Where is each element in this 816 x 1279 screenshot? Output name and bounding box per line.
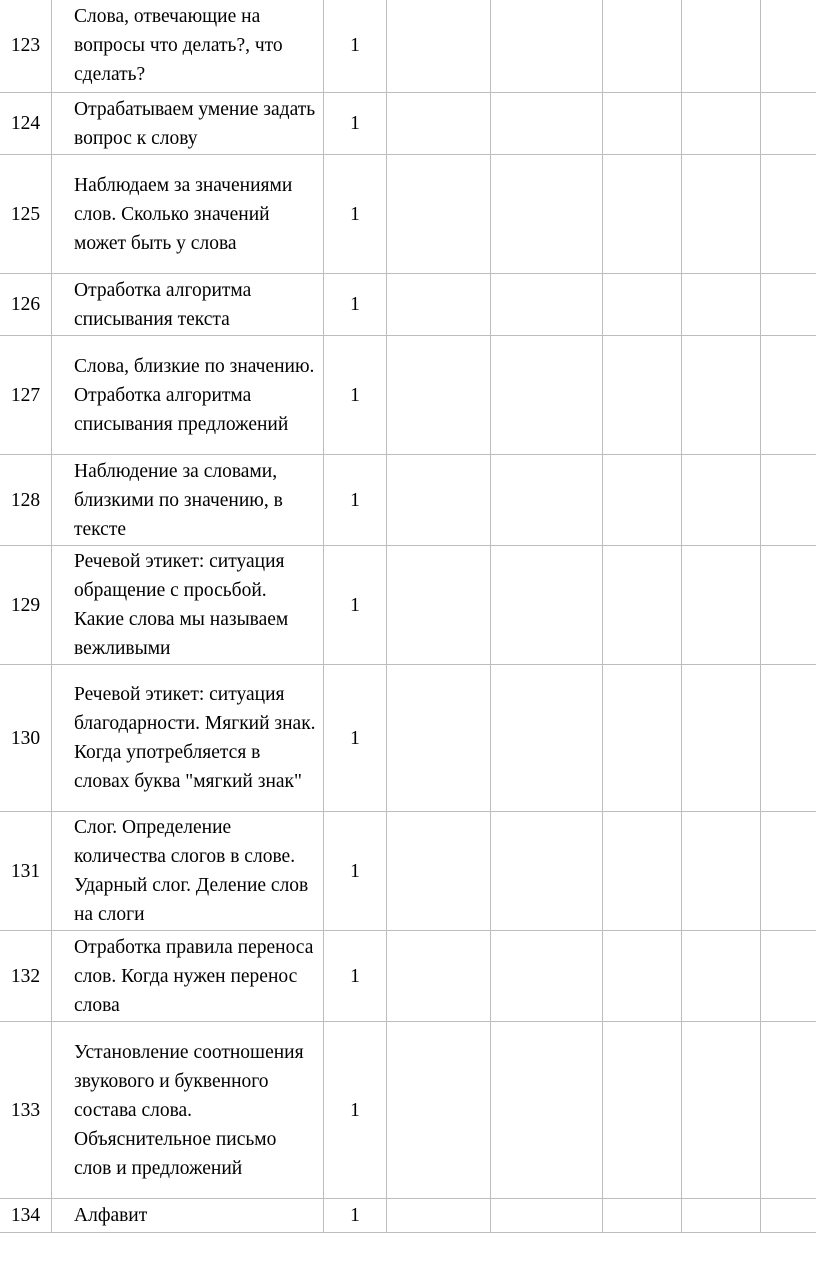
- empty-cell: [603, 0, 682, 93]
- empty-cell: [491, 155, 603, 274]
- lesson-hours: 1: [324, 931, 387, 1022]
- empty-cell: [491, 546, 603, 665]
- empty-cell: [682, 274, 761, 336]
- lesson-topic: Отрабатываем умение задать вопрос к слову: [52, 93, 324, 155]
- lesson-hours: 1: [324, 665, 387, 812]
- lesson-hours: 1: [324, 546, 387, 665]
- empty-cell: [387, 336, 491, 455]
- empty-cell: [761, 546, 816, 665]
- lesson-topic: Отработка алгоритма списывания текста: [52, 274, 324, 336]
- lesson-number: 131: [0, 812, 52, 931]
- empty-cell: [761, 812, 816, 931]
- lesson-number: 128: [0, 455, 52, 546]
- empty-cell: [603, 812, 682, 931]
- empty-cell: [761, 931, 816, 1022]
- lesson-number: 126: [0, 274, 52, 336]
- empty-cell: [387, 1199, 491, 1233]
- empty-cell: [603, 931, 682, 1022]
- empty-cell: [491, 1199, 603, 1233]
- lesson-topic: Слог. Определение количества слогов в слове. Ударный слог. Деление слов на слоги: [52, 812, 324, 931]
- lesson-hours: 1: [324, 1022, 387, 1199]
- empty-cell: [682, 546, 761, 665]
- empty-cell: [491, 336, 603, 455]
- lesson-topic: Слова, отвечающие на вопросы что делать?, что сделать?: [52, 0, 324, 93]
- empty-cell: [682, 931, 761, 1022]
- empty-cell: [387, 455, 491, 546]
- empty-cell: [387, 546, 491, 665]
- lesson-topic: Алфавит: [52, 1199, 324, 1233]
- lesson-topic: Наблюдение за словами, близкими по значению, в тексте: [52, 455, 324, 546]
- empty-cell: [603, 546, 682, 665]
- lesson-number: 129: [0, 546, 52, 665]
- table-row: [0, 336, 816, 455]
- empty-cell: [761, 93, 816, 155]
- empty-cell: [603, 455, 682, 546]
- empty-cell: [603, 155, 682, 274]
- lesson-hours: 1: [324, 155, 387, 274]
- empty-cell: [682, 336, 761, 455]
- empty-cell: [491, 93, 603, 155]
- lesson-hours: 1: [324, 812, 387, 931]
- lesson-number: 127: [0, 336, 52, 455]
- lesson-number: 133: [0, 1022, 52, 1199]
- empty-cell: [387, 155, 491, 274]
- lesson-topic: Отработка правила переноса слов. Когда нужен перенос слова: [52, 931, 324, 1022]
- lesson-number: 124: [0, 93, 52, 155]
- empty-cell: [491, 0, 603, 93]
- empty-cell: [682, 93, 761, 155]
- empty-cell: [603, 665, 682, 812]
- table-row: [0, 931, 816, 1022]
- table-row: [0, 274, 816, 336]
- table-row: [0, 93, 816, 155]
- lesson-hours: 1: [324, 336, 387, 455]
- empty-cell: [603, 93, 682, 155]
- empty-cell: [682, 155, 761, 274]
- table-row: [0, 1199, 816, 1233]
- table-row: [0, 812, 816, 931]
- empty-cell: [387, 665, 491, 812]
- lesson-topic: Речевой этикет: ситуация обращение с просьбой. Какие слова мы называем вежливыми: [52, 546, 324, 665]
- table-row: [0, 0, 816, 93]
- empty-cell: [387, 812, 491, 931]
- empty-cell: [682, 1022, 761, 1199]
- lesson-number: 123: [0, 0, 52, 93]
- lesson-number: 134: [0, 1199, 52, 1233]
- lesson-topic: Слова, близкие по значению. Отработка алгоритма списывания предложений: [52, 336, 324, 455]
- lesson-topic: Установление соотношения звукового и буквенного состава слова. Объяснительное письмо слов и предложений: [52, 1022, 324, 1199]
- empty-cell: [761, 274, 816, 336]
- empty-cell: [682, 665, 761, 812]
- empty-cell: [761, 336, 816, 455]
- empty-cell: [491, 812, 603, 931]
- empty-cell: [682, 455, 761, 546]
- empty-cell: [491, 455, 603, 546]
- lesson-topic: Наблюдаем за значениями слов. Сколько значений может быть у слова: [52, 155, 324, 274]
- empty-cell: [761, 1199, 816, 1233]
- empty-cell: [761, 455, 816, 546]
- lesson-hours: 1: [324, 93, 387, 155]
- empty-cell: [603, 274, 682, 336]
- empty-cell: [603, 1022, 682, 1199]
- lesson-hours: 1: [324, 1199, 387, 1233]
- empty-cell: [491, 1022, 603, 1199]
- empty-cell: [603, 1199, 682, 1233]
- empty-cell: [761, 0, 816, 93]
- empty-cell: [761, 1022, 816, 1199]
- empty-cell: [387, 274, 491, 336]
- empty-cell: [603, 336, 682, 455]
- empty-cell: [387, 0, 491, 93]
- table-row: [0, 546, 816, 665]
- empty-cell: [387, 1022, 491, 1199]
- lesson-topic: Речевой этикет: ситуация благодарности. Мягкий знак. Когда употребляется в словах буква "мягкий знак": [52, 665, 324, 812]
- empty-cell: [761, 665, 816, 812]
- lesson-number: 125: [0, 155, 52, 274]
- lesson-number: 132: [0, 931, 52, 1022]
- empty-cell: [491, 274, 603, 336]
- empty-cell: [491, 665, 603, 812]
- lesson-hours: 1: [324, 0, 387, 93]
- lesson-hours: 1: [324, 274, 387, 336]
- empty-cell: [682, 812, 761, 931]
- table-row: [0, 155, 816, 274]
- empty-cell: [387, 93, 491, 155]
- empty-cell: [491, 931, 603, 1022]
- empty-cell: [387, 931, 491, 1022]
- empty-cell: [761, 155, 816, 274]
- empty-cell: [682, 1199, 761, 1233]
- lesson-number: 130: [0, 665, 52, 812]
- table-row: [0, 455, 816, 546]
- lesson-hours: 1: [324, 455, 387, 546]
- table-row: [0, 665, 816, 812]
- table-row: [0, 1022, 816, 1199]
- empty-cell: [682, 0, 761, 93]
